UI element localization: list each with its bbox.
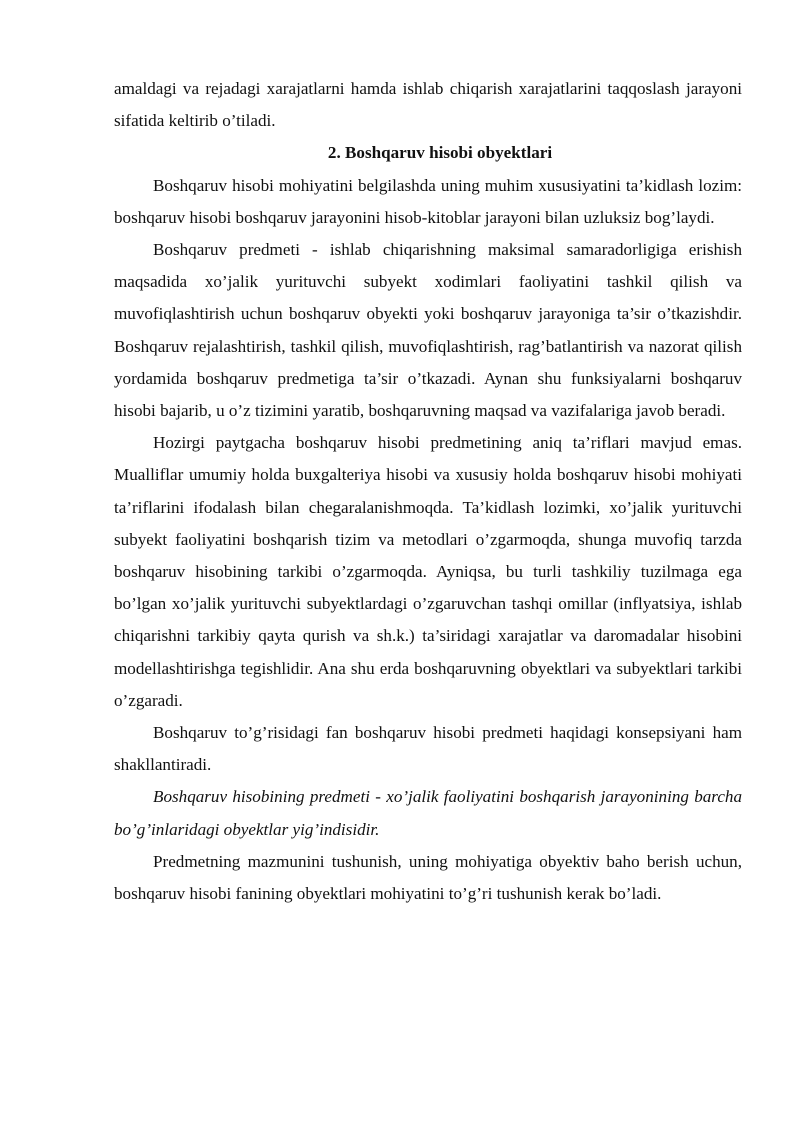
paragraph-6: Predmetning mazmunini tushunish, uning mohiyatiga obyektiv baho berish uchun, boshqaruv hisobi fanining obyektlari mohiyatini to’g’ri tushunish kerak bo’ladi. <box>114 851 742 904</box>
definition-paragraph: Boshqaruv hisobining predmeti - xo’jalik faoliyatini boshqarish jarayonining barcha bo’g’inlaridagi obyektlar yig’indisidir. <box>114 787 742 839</box>
paragraph-2: Boshqaruv predmeti - ishlab chiqarishning maksimal samaradorligiga erishish maqsadida xo’jalik yurituvchi subyekt xodimlari faoliyatini tashkil qilish va muvofiqlashtirish uchun boshqaruv obyekti yoki boshqaruv jarayoniga ta’sir o’tkazishdir. Boshqaruv rejalashtirish, tashkil qilish, muvofiqlashtirish, rag’batlantirish va nazorat qilish yordamida boshqaruv predmetiga ta’sir o’tkazadi. Aynan shu funksiyalarni boshqaruv hisobi bajarib, u o’z tizimini yaratib, boshqaruvning maqsad va vazifalariga javob beradi. <box>114 240 742 421</box>
paragraph-3: Hozirgi paytgacha boshqaruv hisobi predmetining aniq ta’riflari mavjud emas. Mualliflar umumiy holda buxgalteriya hisobi va xususiy holda boshqaruv hisobi mohiyati ta’riflarini ifodalash bilan chegaralanishmoqda. Ta’kidlash lozimki, xo’jalik yurituvchi subyekt faoliyatini boshqarish tizim va metodlari o’zgarmoqda, shunga muvofiq tarzda boshqaruv hisobining tarkibi o’zgarmoqda. Ayniqsa, bu turli tashkiliy tuzilmaga ega bo’lgan xo’jalik yurituvchi subyektlardagi o’zgaruvchan tashqi omillar (inflyatsiya, ishlab chiqarishni tarkibiy qayta qurish va sh.k.) ta’siridagi xarajatlar va daromadalar hisobini modellashtirishga tegishlidir. Ana shu erda boshqaruvning obyektlari va subyektlari tarkibi o’zgaradi. <box>114 433 742 710</box>
intro-paragraph: amaldagi va rejadagi xarajatlarni hamda ishlab chiqarish xarajatlarini taqqoslash jarayoni sifatida keltirib o’tiladi. <box>114 79 742 131</box>
paragraph-1: Boshqaruv hisobi mohiyatini belgilashda uning muhim xususiyatini ta’kidlash lozim: boshqaruv hisobi boshqaruv jarayonini hisob-kitoblar jarayoni bilan uzluksiz bog’laydi. <box>114 175 742 227</box>
section-heading: 2. Boshqaruv hisobi obyektlari <box>327 143 553 163</box>
document-page <box>114 73 742 910</box>
paragraph-4: Boshqaruv to’g’risidagi fan boshqaruv hisobi predmeti haqidagi konsepsiyani ham shakllantiradi. <box>114 723 742 775</box>
